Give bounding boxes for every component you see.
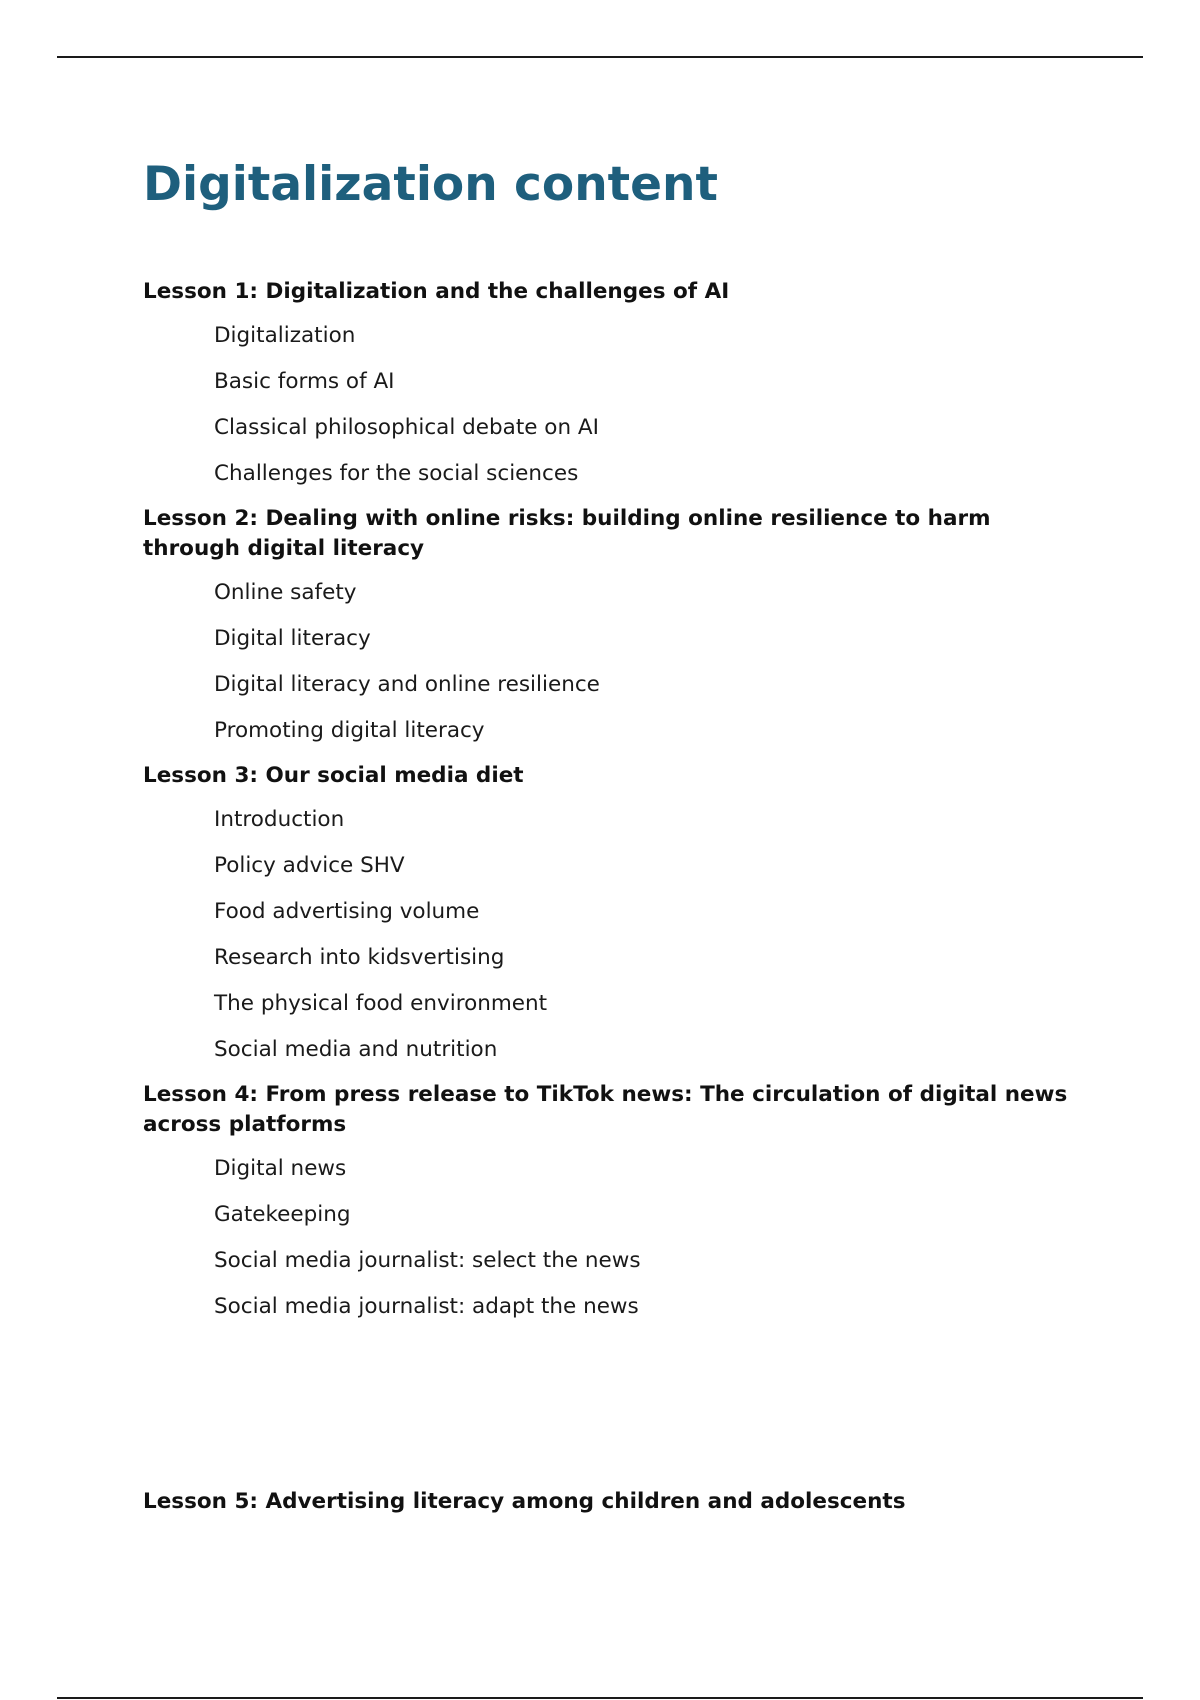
lesson-2 [143, 504, 1083, 746]
bottom-rule [57, 1697, 1143, 1699]
list-item: Basic forms of AI [214, 369, 395, 394]
lesson-heading: Lesson 2: Dealing with online risks: building online resilience to harm through digital literacy [143, 506, 991, 561]
list-item: The physical food environment [214, 991, 548, 1016]
page-title: Digitalization content [143, 157, 718, 212]
list-item: Food advertising volume [214, 899, 480, 924]
list-item: Digitalization [214, 323, 356, 348]
lesson-heading: Lesson 3: Our social media diet [143, 763, 524, 788]
list-item: Policy advice SHV [214, 853, 405, 878]
list-item: Classical philosophical debate on AI [214, 415, 599, 440]
list-item: Challenges for the social sciences [214, 461, 579, 486]
spacer [143, 1337, 1083, 1487]
lesson-topics [143, 804, 1083, 1065]
list-item: Online safety [214, 580, 357, 605]
list-item: Introduction [214, 807, 345, 832]
lesson-1 [143, 277, 1083, 489]
lesson-list [143, 277, 1083, 1530]
lesson-3 [143, 761, 1083, 1065]
lesson-heading: Lesson 4: From press release to TikTok news: The circulation of digital news across platforms [143, 1082, 1068, 1137]
top-rule [57, 56, 1143, 58]
list-item: Promoting digital literacy [214, 718, 485, 743]
list-item: Gatekeeping [214, 1202, 351, 1227]
lesson-5 [143, 1487, 1083, 1517]
lesson-heading: Lesson 1: Digitalization and the challenges of AI [143, 279, 730, 304]
list-item: Digital literacy [214, 626, 371, 651]
list-item: Digital news [214, 1156, 347, 1181]
list-item: Digital literacy and online resilience [214, 672, 600, 697]
list-item: Social media journalist: select the news [214, 1248, 641, 1273]
lesson-topics [143, 577, 1083, 746]
list-item: Social media journalist: adapt the news [214, 1294, 639, 1319]
lesson-4 [143, 1080, 1083, 1322]
list-item: Research into kidsvertising [214, 945, 505, 970]
lesson-topics [143, 1153, 1083, 1322]
lesson-topics [143, 320, 1083, 489]
lesson-heading: Lesson 5: Advertising literacy among children and adolescents [143, 1489, 906, 1514]
list-item: Social media and nutrition [214, 1037, 498, 1062]
